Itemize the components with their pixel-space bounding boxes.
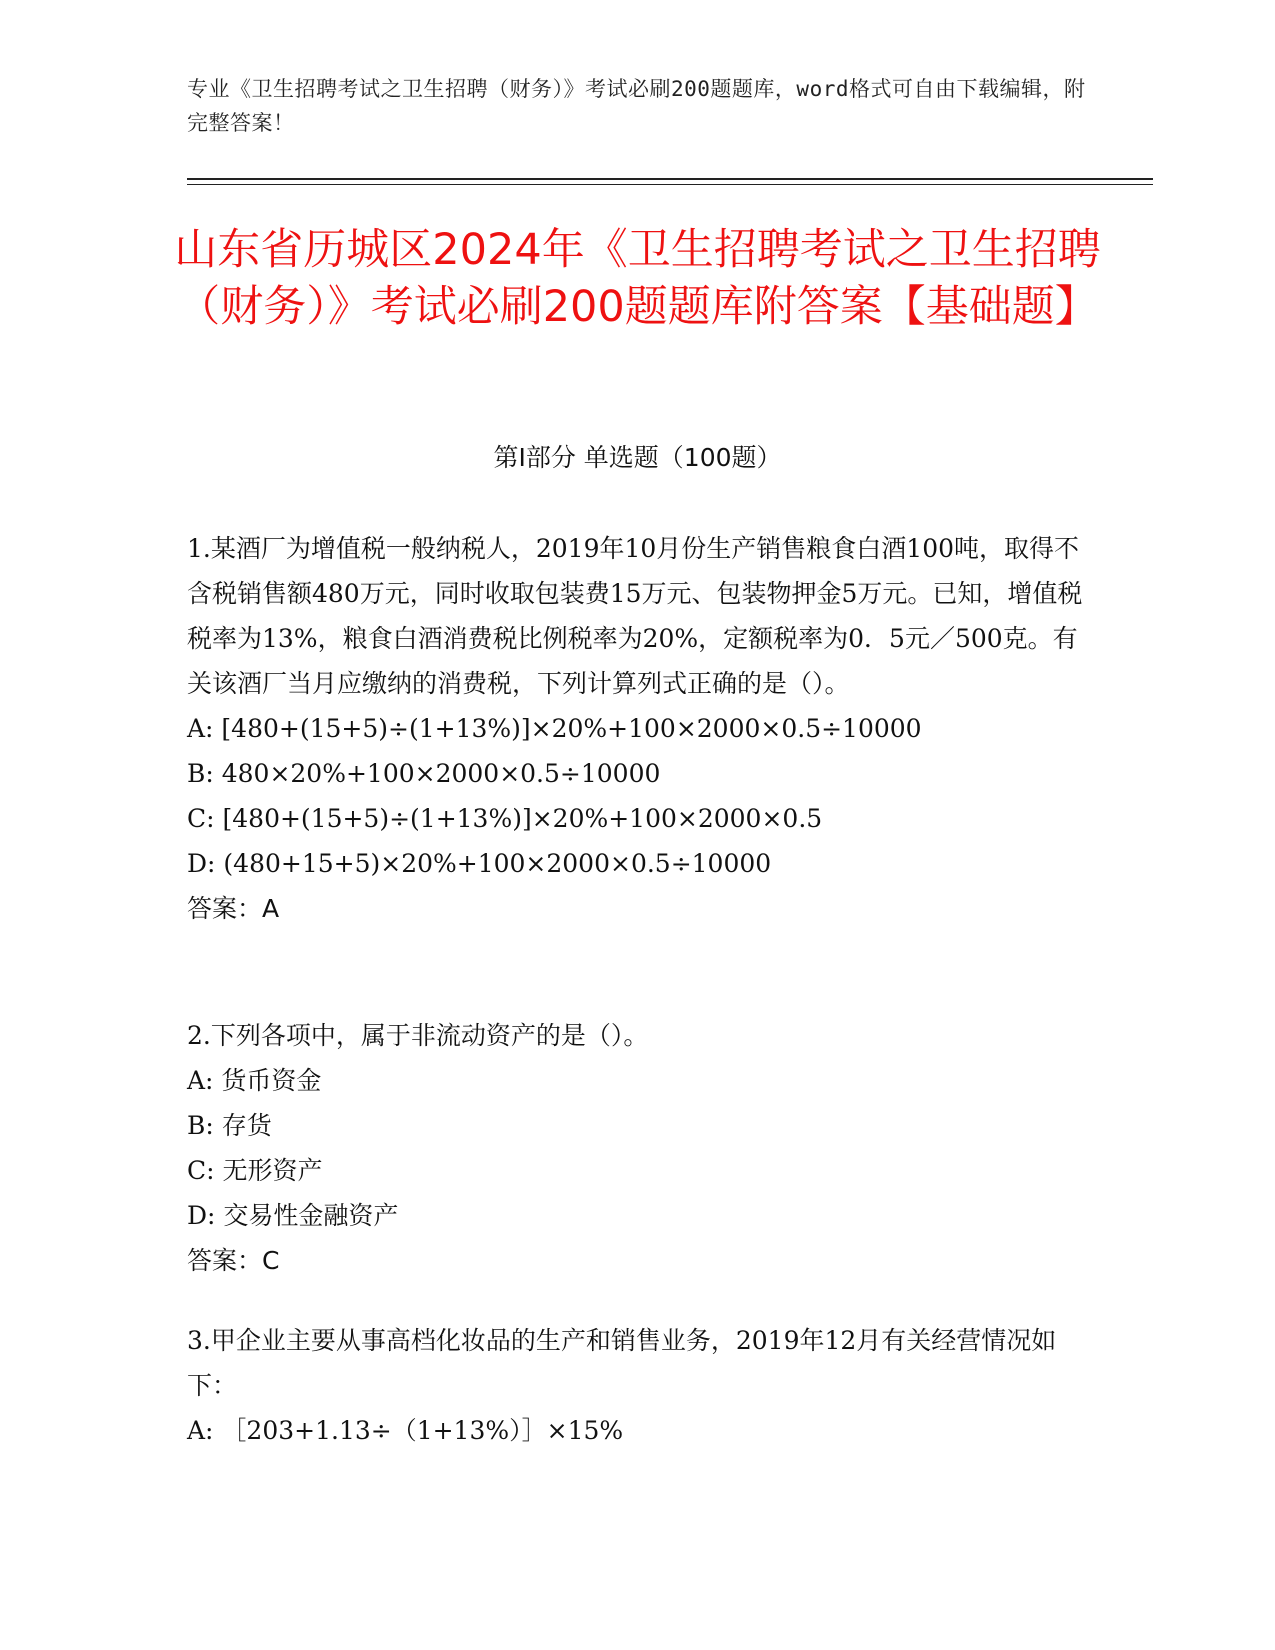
section-heading: 第I部分 单选题（100题） <box>493 443 782 472</box>
option-a: A: [480+(15+5)÷(1+13%)]×20%+100×2000×0.5÷10000 <box>187 714 922 743</box>
document-title: 山东省历城区2024年《卫生招聘考试之卫生招聘（财务）》考试必刷200题题库附答案【基础题】 <box>174 225 1101 332</box>
option-d: D: (480+15+5)×20%+100×2000×0.5÷10000 <box>187 849 772 878</box>
question-1 <box>187 526 1087 931</box>
header-divider-thin <box>187 184 1153 185</box>
option-b: B: 480×20%+100×2000×0.5÷10000 <box>187 759 661 788</box>
option-c: C: 无形资产 <box>187 1156 323 1185</box>
option-a: A: 货币资金 <box>187 1066 322 1095</box>
question-text: 2.下列各项中，属于非流动资产的是（）。 <box>187 1021 649 1050</box>
option-a: A: ［203+1.13÷（1+13%）］×15% <box>187 1416 624 1445</box>
option-b: B: 存货 <box>187 1111 272 1140</box>
answer-label: 答案：C <box>187 1246 280 1275</box>
question-3 <box>187 1318 1087 1453</box>
option-d: D: 交易性金融资产 <box>187 1201 399 1230</box>
header-divider-thick <box>187 178 1153 180</box>
header-note: 专业《卫生招聘考试之卫生招聘（财务）》考试必刷200题题库，word格式可自由下载编辑，附完整答案！ <box>187 77 1086 135</box>
question-2 <box>187 1013 1087 1283</box>
question-text: 3.甲企业主要从事高档化妆品的生产和销售业务，2019年12月有关经营情况如下： <box>187 1326 1057 1400</box>
option-c: C: [480+(15+5)÷(1+13%)]×20%+100×2000×0.5 <box>187 804 823 833</box>
answer-label: 答案：A <box>187 894 280 923</box>
question-text: 1.某酒厂为增值税一般纳税人，2019年10月份生产销售粮食白酒100吨，取得不含税销售额480万元，同时收取包装费15万元、包装物押金5万元。已知，增值税税率为13%，粮食白酒消费税比例税率为20%，定额税率为0．5元／500克。有关该酒厂当月应缴纳的消费税，下列计算列式正确的是（）。 <box>187 534 1083 698</box>
